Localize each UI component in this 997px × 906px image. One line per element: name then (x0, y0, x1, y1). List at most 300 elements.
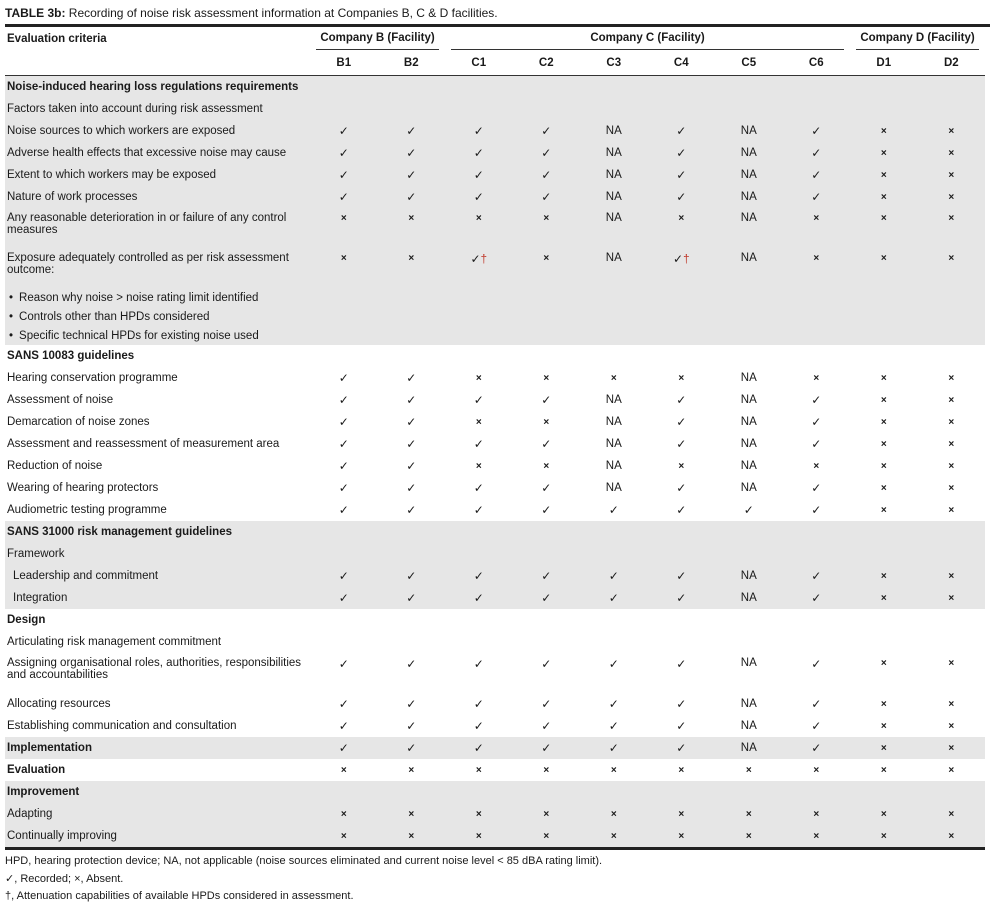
value-cell (715, 653, 783, 693)
criterion-label: Wearing of hearing protectors (7, 482, 159, 494)
value-cell (850, 186, 918, 208)
value-cell (783, 307, 851, 326)
value-cell (513, 345, 581, 367)
value-cell (310, 803, 378, 825)
value-cell (310, 565, 378, 587)
value-cell (310, 693, 378, 715)
cross-mark: × (475, 213, 482, 224)
value-cell (580, 825, 648, 847)
cross-mark: × (745, 765, 752, 776)
na-value: NA (605, 169, 622, 181)
cross-mark: × (880, 439, 887, 450)
value-cell (513, 759, 581, 781)
value-cell (783, 477, 851, 499)
table-row (5, 521, 985, 543)
value-cell (513, 653, 581, 693)
check-mark: ✓ (676, 591, 687, 605)
check-mark: ✓ (541, 741, 552, 755)
value-cell (850, 142, 918, 164)
value-cell (648, 76, 716, 99)
criterion-label: Assigning organisational roles, authorities, responsibilities and accountabilities (7, 657, 302, 681)
value-cell (445, 98, 513, 120)
value-cell (850, 587, 918, 609)
value-cell (580, 477, 648, 499)
check-mark: ✓ (473, 168, 484, 182)
value-cell (580, 307, 648, 326)
value-cell (715, 208, 783, 248)
cross-mark: × (948, 126, 955, 137)
cross-mark: × (340, 765, 347, 776)
value-cell (378, 631, 446, 653)
value-cell (580, 455, 648, 477)
value-cell (580, 208, 648, 248)
subsection-label: Articulating risk management commitment (7, 636, 222, 648)
cross-mark: × (610, 831, 617, 842)
value-cell (918, 367, 986, 389)
na-value: NA (740, 394, 757, 406)
check-mark: ✓ (541, 569, 552, 583)
na-value: NA (605, 438, 622, 450)
cross-mark: × (948, 148, 955, 159)
check-mark: ✓ (406, 190, 417, 204)
value-cell (580, 164, 648, 186)
criterion-label: Reduction of noise (7, 460, 103, 472)
assessment-table (5, 27, 985, 847)
table-row (5, 455, 985, 477)
column-header-c4: C4 (648, 51, 716, 76)
table-row (5, 609, 985, 631)
value-cell (918, 653, 986, 693)
value-cell (513, 609, 581, 631)
table-row (5, 543, 985, 565)
check-mark: ✓ (473, 741, 484, 755)
na-value: NA (740, 372, 757, 384)
value-cell (378, 609, 446, 631)
check-mark: ✓ (406, 697, 417, 711)
value-cell (850, 781, 918, 803)
value-cell (648, 737, 716, 759)
check-mark: ✓ (541, 591, 552, 605)
value-cell (715, 326, 783, 345)
table-row (5, 142, 985, 164)
value-cell (378, 164, 446, 186)
value-cell (918, 288, 986, 307)
value-cell (378, 307, 446, 326)
value-cell (648, 565, 716, 587)
value-cell (580, 98, 648, 120)
table-notes (5, 850, 990, 906)
value-cell (715, 737, 783, 759)
column-header-c3: C3 (580, 51, 648, 76)
value-cell (918, 825, 986, 847)
value-cell (850, 565, 918, 587)
value-cell (783, 587, 851, 609)
cross-mark: × (948, 743, 955, 754)
cross-mark: × (813, 831, 820, 842)
value-cell (783, 98, 851, 120)
value-cell (850, 715, 918, 737)
na-value: NA (740, 698, 757, 710)
check-mark: ✓ (541, 481, 552, 495)
check-mark: ✓ (676, 481, 687, 495)
value-cell (513, 477, 581, 499)
cross-mark: × (948, 765, 955, 776)
value-cell (783, 565, 851, 587)
value-cell (378, 142, 446, 164)
cross-mark: × (813, 213, 820, 224)
check-mark: ✓ (338, 124, 349, 138)
value-cell (445, 186, 513, 208)
check-mark: ✓ (676, 168, 687, 182)
value-cell (850, 477, 918, 499)
value-cell (850, 389, 918, 411)
value-cell (513, 389, 581, 411)
value-cell (648, 455, 716, 477)
value-cell (648, 186, 716, 208)
value-cell (918, 543, 986, 565)
table-row (5, 208, 985, 248)
value-cell (310, 587, 378, 609)
value-cell (648, 693, 716, 715)
check-mark: ✓ (338, 741, 349, 755)
value-cell (783, 367, 851, 389)
value-cell (648, 208, 716, 248)
check-mark: ✓ (406, 393, 417, 407)
table-row (5, 433, 985, 455)
check-mark: ✓ (338, 719, 349, 733)
value-cell (445, 164, 513, 186)
value-cell (715, 455, 783, 477)
check-mark: ✓ (676, 124, 687, 138)
cross-mark: × (543, 765, 550, 776)
cross-mark: × (543, 461, 550, 472)
check-mark: ✓ (541, 719, 552, 733)
check-mark: ✓ (406, 503, 417, 517)
cross-mark: × (475, 831, 482, 842)
column-header-b2: B2 (378, 51, 446, 76)
value-cell (378, 521, 446, 543)
value-cell (783, 76, 851, 99)
na-value: NA (740, 212, 757, 224)
value-cell (918, 803, 986, 825)
value-cell (715, 715, 783, 737)
cross-mark: × (948, 439, 955, 450)
table-row (5, 587, 985, 609)
value-cell (310, 164, 378, 186)
cross-mark: × (813, 809, 820, 820)
value-cell (783, 737, 851, 759)
value-cell (580, 186, 648, 208)
value-cell (310, 76, 378, 99)
value-cell (850, 631, 918, 653)
section-heading: SANS 31000 risk management guidelines (5, 521, 310, 543)
table-row (5, 825, 985, 847)
value-cell (310, 477, 378, 499)
cross-mark: × (408, 831, 415, 842)
value-cell (783, 759, 851, 781)
value-cell (580, 76, 648, 99)
cross-mark: × (948, 658, 955, 669)
value-cell (445, 609, 513, 631)
check-mark: ✓ (541, 437, 552, 451)
value-cell (445, 455, 513, 477)
table-row (5, 307, 985, 326)
value-cell (850, 609, 918, 631)
cross-mark: × (678, 831, 685, 842)
value-cell (580, 543, 648, 565)
cross-mark: × (880, 417, 887, 428)
check-mark: ✓ (473, 569, 484, 583)
check-mark: ✓ (338, 481, 349, 495)
value-cell (580, 367, 648, 389)
cross-mark: × (880, 721, 887, 732)
value-cell (310, 759, 378, 781)
criterion-label: Adverse health effects that excessive noise may cause (5, 142, 310, 164)
na-value: NA (740, 657, 757, 669)
value-cell (445, 565, 513, 587)
cross-mark: × (340, 253, 347, 264)
column-header-b1: B1 (310, 51, 378, 76)
value-cell (918, 781, 986, 803)
value-cell (445, 543, 513, 565)
value-cell (715, 367, 783, 389)
value-cell (850, 411, 918, 433)
value-cell (513, 164, 581, 186)
value-cell (715, 98, 783, 120)
value-cell (513, 455, 581, 477)
value-cell (310, 543, 378, 565)
value-cell (783, 142, 851, 164)
cross-mark: × (678, 461, 685, 472)
value-cell (783, 389, 851, 411)
cross-mark: × (543, 253, 550, 264)
value-cell (918, 345, 986, 367)
column-header-d2: D2 (918, 51, 986, 76)
value-cell (513, 631, 581, 653)
table-row (5, 565, 985, 587)
value-cell (918, 499, 986, 521)
check-mark: ✓ (406, 657, 417, 671)
value-cell (918, 433, 986, 455)
value-cell (918, 521, 986, 543)
value-cell (715, 433, 783, 455)
value-cell (648, 477, 716, 499)
table-row (5, 781, 985, 803)
value-cell (648, 288, 716, 307)
value-cell (513, 288, 581, 307)
value-cell (513, 326, 581, 345)
value-cell (378, 737, 446, 759)
value-cell (850, 76, 918, 99)
section-heading: Noise-induced hearing loss regulations requirements (5, 76, 310, 99)
caption-text: Recording of noise risk assessment information at Companies B, C & D facilities. (65, 6, 498, 20)
check-mark: ✓ (811, 393, 822, 407)
check-mark: ✓ (608, 719, 619, 733)
value-cell (648, 715, 716, 737)
check-mark: ✓ (811, 741, 822, 755)
value-cell (715, 120, 783, 142)
value-cell (378, 326, 446, 345)
criterion-label: • Controls other than HPDs considered (5, 307, 310, 326)
value-cell (445, 693, 513, 715)
cross-mark: × (948, 483, 955, 494)
value-cell (918, 389, 986, 411)
check-mark: ✓ (473, 657, 484, 671)
check-mark: ✓ (676, 569, 687, 583)
check-mark: ✓ (338, 393, 349, 407)
value-cell (445, 389, 513, 411)
value-cell (310, 455, 378, 477)
table-row (5, 499, 985, 521)
cross-mark: × (543, 417, 550, 428)
value-cell (648, 367, 716, 389)
group-header-d: Company D (Facility) (850, 27, 985, 51)
cross-mark: × (948, 417, 955, 428)
na-value: NA (605, 482, 622, 494)
cross-mark: × (948, 213, 955, 224)
criterion-label: Assessment and reassessment of measurement area (7, 438, 280, 450)
value-cell (918, 142, 986, 164)
na-value: NA (740, 125, 757, 137)
value-cell (648, 98, 716, 120)
value-cell (783, 326, 851, 345)
column-header-c5: C5 (715, 51, 783, 76)
check-mark: ✓ (676, 190, 687, 204)
check-mark: ✓ (811, 415, 822, 429)
value-cell (850, 803, 918, 825)
na-value: NA (605, 212, 622, 224)
value-cell (310, 781, 378, 803)
cross-mark: × (948, 461, 955, 472)
cross-mark: × (475, 417, 482, 428)
value-cell (445, 76, 513, 99)
value-cell (648, 609, 716, 631)
value-cell (580, 759, 648, 781)
value-cell (715, 288, 783, 307)
cross-mark: × (543, 373, 550, 384)
value-cell (715, 186, 783, 208)
value-cell (310, 367, 378, 389)
na-value: NA (740, 460, 757, 472)
value-cell (378, 411, 446, 433)
table-caption (5, 4, 990, 27)
table-row (5, 803, 985, 825)
value-cell (850, 208, 918, 248)
value-cell (850, 825, 918, 847)
check-mark: ✓ (406, 569, 417, 583)
value-cell (580, 653, 648, 693)
check-mark: ✓ (676, 146, 687, 160)
criterion-label: Extent to which workers may be exposed (5, 164, 310, 186)
value-cell (445, 499, 513, 521)
cross-mark: × (813, 373, 820, 384)
cross-mark: × (880, 213, 887, 224)
table-row (5, 367, 985, 389)
cross-mark: × (880, 743, 887, 754)
criterion-label: • Specific technical HPDs for existing noise used (5, 326, 310, 345)
criterion-label: Audiometric testing programme (7, 504, 167, 516)
value-cell (850, 98, 918, 120)
cross-mark: × (813, 765, 820, 776)
check-mark: ✓ (338, 459, 349, 473)
table-row (5, 98, 985, 120)
cross-mark: × (745, 809, 752, 820)
value-cell (580, 803, 648, 825)
value-cell (513, 521, 581, 543)
check-mark: ✓ (406, 168, 417, 182)
check-mark: ✓ (473, 146, 484, 160)
check-mark: ✓ (473, 437, 484, 451)
value-cell (580, 499, 648, 521)
check-mark: ✓ (608, 741, 619, 755)
value-cell (715, 307, 783, 326)
table-row (5, 477, 985, 499)
cross-mark: × (948, 170, 955, 181)
cross-mark: × (610, 765, 617, 776)
value-cell (513, 825, 581, 847)
table-row (5, 411, 985, 433)
cross-mark: × (880, 593, 887, 604)
value-cell (918, 248, 986, 288)
cross-mark: × (880, 831, 887, 842)
value-cell (715, 164, 783, 186)
value-cell (783, 609, 851, 631)
value-cell (648, 781, 716, 803)
cross-mark: × (678, 765, 685, 776)
value-cell (918, 477, 986, 499)
value-cell (918, 120, 986, 142)
check-mark: ✓ (811, 146, 822, 160)
value-cell (310, 433, 378, 455)
cross-mark: × (475, 765, 482, 776)
value-cell (783, 499, 851, 521)
value-cell (715, 609, 783, 631)
value-cell (378, 587, 446, 609)
value-cell (378, 120, 446, 142)
cross-mark: × (543, 831, 550, 842)
value-cell (378, 186, 446, 208)
check-mark: ✓ (541, 657, 552, 671)
value-cell (310, 248, 378, 288)
table-row (5, 715, 985, 737)
value-cell (445, 120, 513, 142)
cross-mark: × (948, 253, 955, 264)
check-mark: ✓ (811, 124, 822, 138)
value-cell (918, 715, 986, 737)
value-cell (648, 433, 716, 455)
cross-mark: × (880, 395, 887, 406)
value-cell (715, 693, 783, 715)
check-mark: ✓ (676, 697, 687, 711)
criterion-label: Leadership and commitment (5, 565, 310, 587)
cross-mark: × (678, 213, 685, 224)
value-cell (850, 433, 918, 455)
cross-mark: × (408, 809, 415, 820)
check-mark: ✓ (338, 569, 349, 583)
value-cell (580, 326, 648, 345)
value-cell (783, 543, 851, 565)
cross-mark: × (340, 213, 347, 224)
value-cell (513, 248, 581, 288)
note-symbols: ✓, Recorded; ×, Absent. (5, 872, 124, 885)
check-mark: ✓† (470, 252, 487, 266)
cross-mark: × (880, 126, 887, 137)
criterion-label: Any reasonable deterioration in or failure of any control measures (5, 208, 310, 248)
cross-mark: × (813, 253, 820, 264)
na-value: NA (740, 482, 757, 494)
table-row (5, 164, 985, 186)
cross-mark: × (475, 461, 482, 472)
